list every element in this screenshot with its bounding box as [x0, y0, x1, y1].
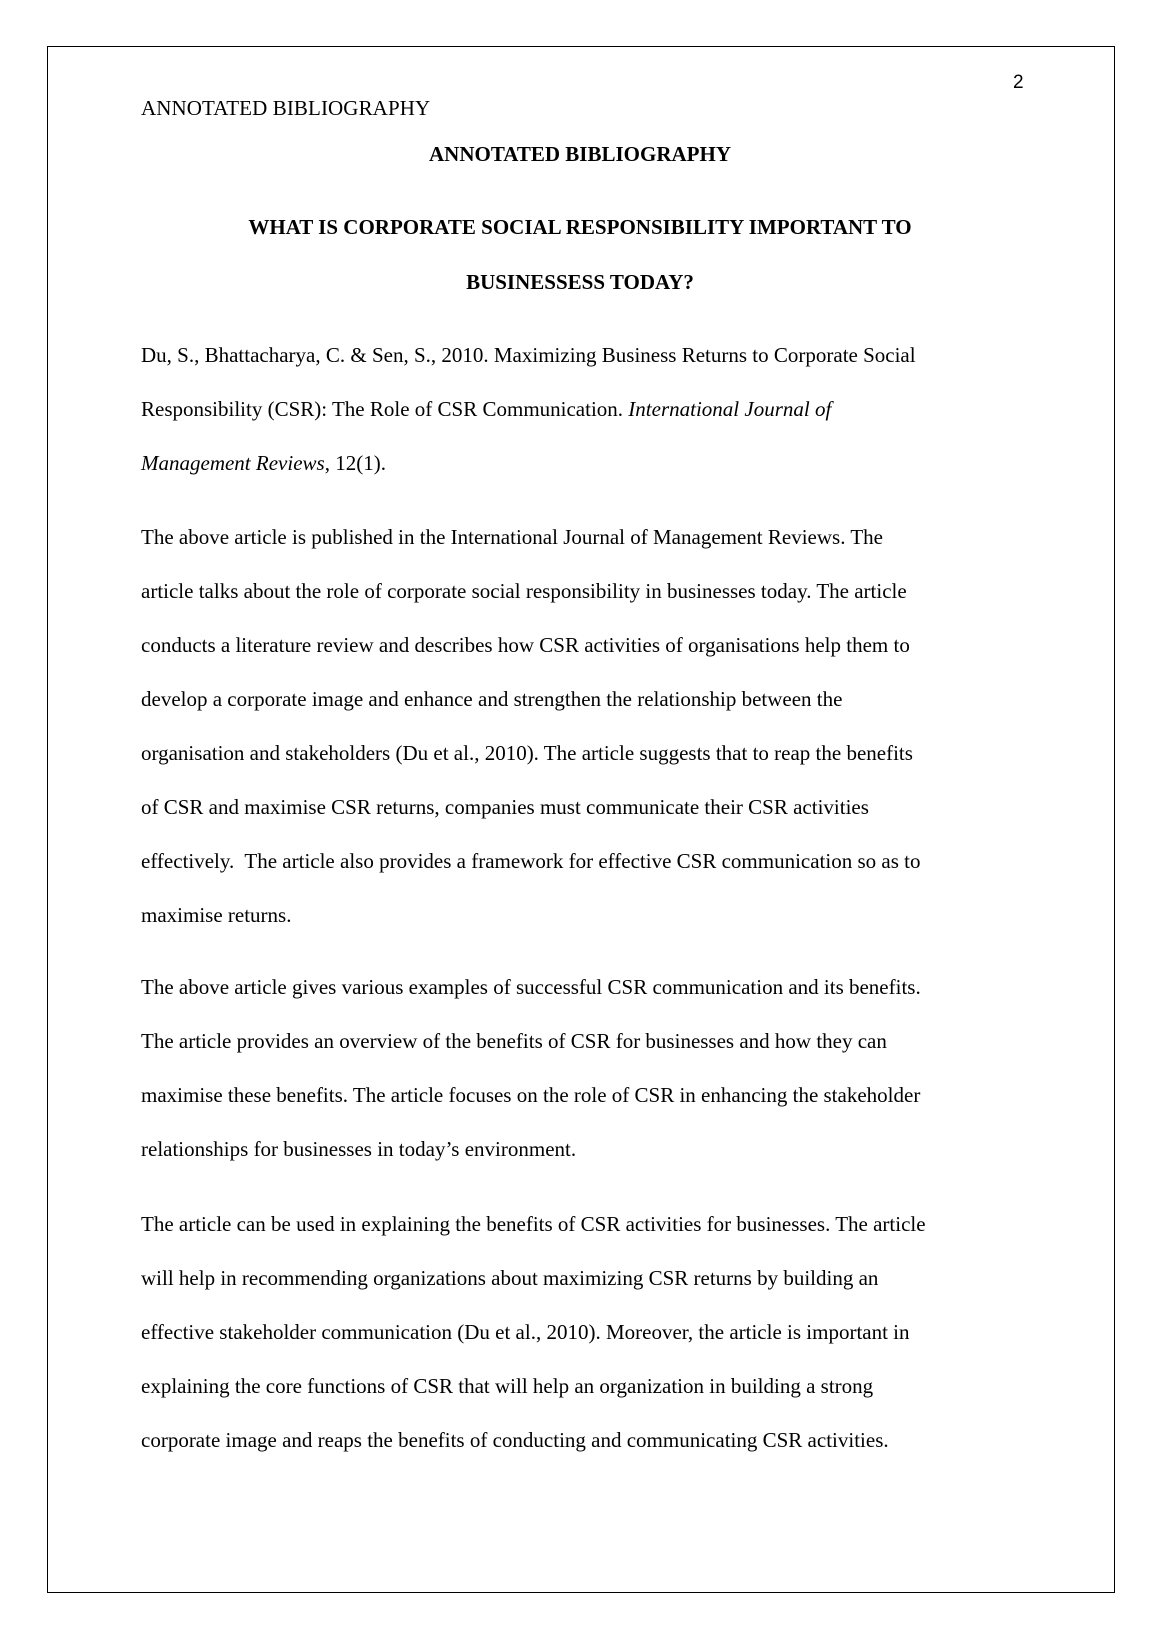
page-number: 2 — [1013, 72, 1024, 93]
citation-text: Responsibility (CSR): The Role of CSR Communication. — [141, 397, 629, 421]
paragraph-line: The article provides an overview of the benefits of CSR for businesses and how they can — [141, 1029, 887, 1053]
paragraph-line: conducts a literature review and describes how CSR activities of organisations help them to — [141, 633, 910, 657]
paragraph-line: The article can be used in explaining the benefits of CSR activities for businesses. The article — [141, 1212, 926, 1236]
paragraph-line: of CSR and maximise CSR returns, companies must communicate their CSR activities — [141, 795, 869, 819]
journal-title: Management Reviews — [141, 451, 325, 475]
citation-text: , 12(1). — [324, 451, 386, 475]
citation-line: Du, S., Bhattacharya, C. & Sen, S., 2010. Maximizing Business Returns to Corporate Social — [141, 343, 916, 367]
citation-line — [141, 436, 1041, 490]
paragraph-line: explaining the core functions of CSR that will help an organization in building a strong — [141, 1374, 874, 1398]
document-title: ANNOTATED BIBLIOGRAPHY — [428, 142, 731, 166]
paragraph-line: The above article is published in the International Journal of Management Reviews. The — [141, 525, 883, 549]
application-paragraph — [141, 1197, 1041, 1467]
running-head: ANNOTATED BIBLIOGRAPHY — [141, 96, 431, 120]
paragraph-line: effectively. The article also provides a framework for effective CSR communication so as to — [141, 849, 921, 873]
paragraph-line: The above article gives various examples of successful CSR communication and its benefits. — [141, 975, 921, 999]
question-title-line-1: WHAT IS CORPORATE SOCIAL RESPONSIBILITY IMPORTANT TO — [248, 215, 912, 239]
paragraph-line: maximise these benefits. The article focuses on the role of CSR in enhancing the stakeholder — [141, 1083, 921, 1107]
paragraph-line: relationships for businesses in today’s environment. — [141, 1137, 577, 1161]
paragraph-line: organisation and stakeholders (Du et al., 2010). The article suggests that to reap the benefits — [141, 741, 913, 765]
citation-line — [141, 382, 1041, 436]
paragraph-line: develop a corporate image and enhance and strengthen the relationship between the — [141, 687, 843, 711]
paragraph-line: will help in recommending organizations about maximizing CSR returns by building an — [141, 1266, 879, 1290]
paragraph-line: maximise returns. — [141, 903, 292, 927]
evaluation-paragraph — [141, 960, 1041, 1176]
question-title-line-2: BUSINESSESS TODAY? — [466, 270, 694, 294]
paragraph-line: effective stakeholder communication (Du et al., 2010). Moreover, the article is important in — [141, 1320, 910, 1344]
paragraph-line: article talks about the role of corporate social responsibility in businesses today. The article — [141, 579, 907, 603]
paragraph-line: corporate image and reaps the benefits of conducting and communicating CSR activities. — [141, 1428, 889, 1452]
journal-title: International Journal of — [628, 397, 832, 421]
citation — [141, 328, 1041, 490]
summary-paragraph — [141, 510, 1041, 942]
